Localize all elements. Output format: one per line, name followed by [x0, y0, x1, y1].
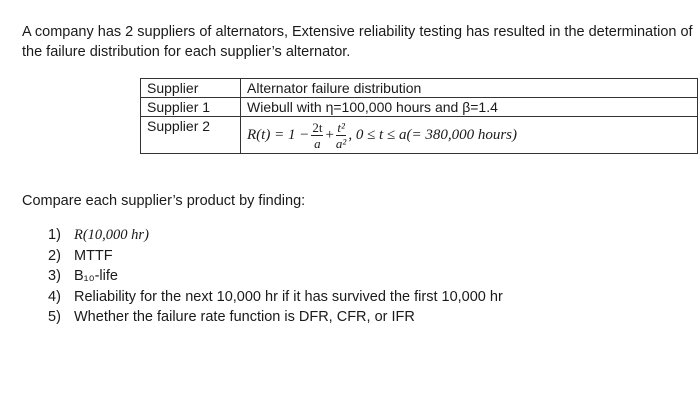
header-distribution: Alternator failure distribution [241, 79, 698, 98]
fraction-denominator: a² [335, 135, 347, 151]
item-number: 2) [48, 247, 61, 264]
item-text: MTTF [74, 247, 113, 264]
item-text: B₁₀-life [74, 268, 118, 284]
formula-lhs: R(t) = 1 − [247, 127, 310, 143]
table-row [141, 98, 698, 117]
formula-plus: + [325, 127, 334, 143]
fraction-denominator: a [314, 135, 321, 151]
compare-heading: Compare each supplier’s product by finding: [22, 193, 306, 209]
table-header-row [141, 79, 698, 98]
item-number: 1) [48, 227, 61, 243]
list-item [48, 246, 503, 267]
question-list [48, 225, 503, 328]
fraction-numerator: 2t [312, 119, 323, 135]
reliability-formula [247, 121, 517, 150]
table-row [141, 117, 698, 154]
list-item [48, 307, 503, 328]
list-item [48, 225, 503, 246]
item-text: R(10,000 hr) [74, 227, 149, 243]
problem-intro: A company has 2 suppliers of alternators, Extensive reliability testing has resulted in the determination of the failure distribution for each supplier’s alternator. [22, 24, 693, 60]
supplier-1-distribution: Wiebull with η=100,000 hours and β=1.4 [241, 98, 698, 117]
item-text: Whether the failure rate function is DFR, CFR, or IFR [74, 309, 415, 325]
supplier-1-name: Supplier 1 [141, 98, 241, 117]
fraction-t2-over-a2 [336, 121, 346, 150]
list-item [48, 266, 503, 287]
header-supplier: Supplier [141, 79, 241, 98]
item-number: 4) [48, 288, 61, 305]
fraction-2t-over-a [311, 121, 323, 150]
formula-domain: , 0 ≤ t ≤ a(= 380,000 hours) [348, 127, 517, 143]
supplier-table [140, 78, 698, 154]
item-text: Reliability for the next 10,000 hr if it has survived the first 10,000 hr [74, 288, 503, 305]
fraction-numerator: t² [337, 119, 345, 135]
supplier-2-name: Supplier 2 [141, 117, 241, 154]
list-item [48, 287, 503, 308]
supplier-2-distribution [241, 117, 698, 154]
item-number: 3) [48, 268, 61, 284]
item-number: 5) [48, 309, 61, 325]
